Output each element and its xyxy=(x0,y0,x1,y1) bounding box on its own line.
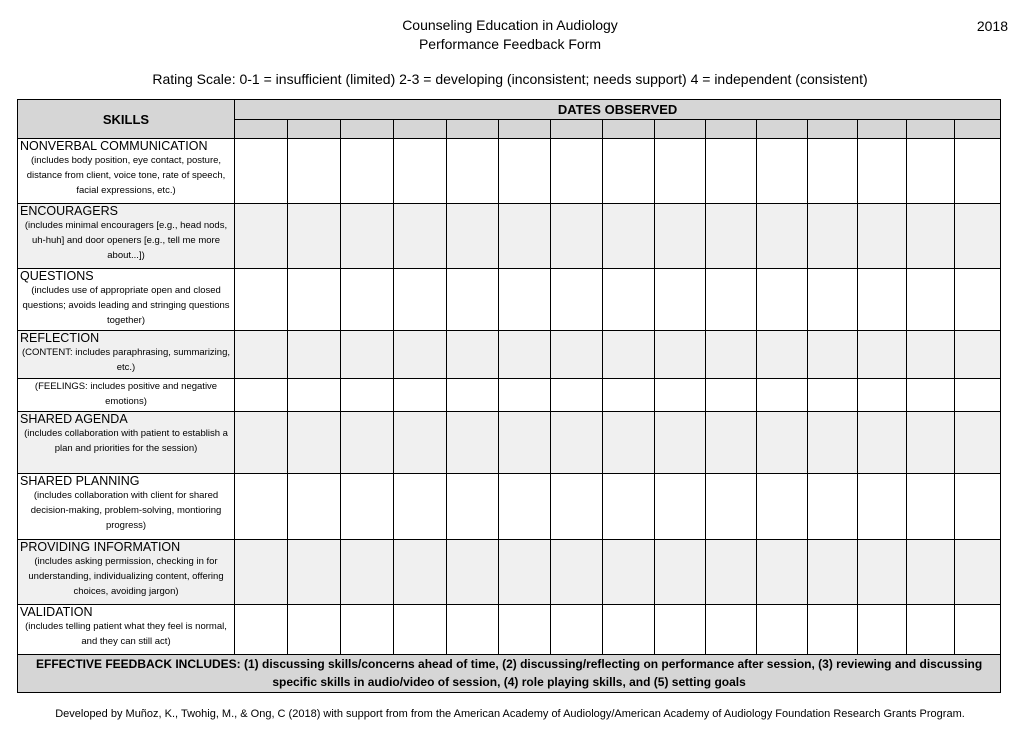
skill-name: NONVERBAL COMMUNICATION xyxy=(20,139,208,153)
rating-cell[interactable] xyxy=(394,605,447,655)
rating-cell[interactable] xyxy=(551,379,603,412)
rating-cell[interactable] xyxy=(655,474,706,540)
date-cell[interactable] xyxy=(235,120,288,139)
rating-cell[interactable] xyxy=(394,204,447,269)
skill-cell xyxy=(18,605,235,655)
rating-cell[interactable] xyxy=(757,540,808,605)
date-cell[interactable] xyxy=(706,120,757,139)
skill-description: (includes body position, eye contact, posture, distance from client, voice tone, rate of speech, facial expressions, etc.) xyxy=(26,155,226,197)
rating-cell[interactable] xyxy=(655,540,706,605)
rating-cell[interactable] xyxy=(757,474,808,540)
rating-cell[interactable] xyxy=(706,204,757,269)
rating-cell[interactable] xyxy=(499,269,551,331)
rating-cell[interactable] xyxy=(655,331,706,379)
rating-cell[interactable] xyxy=(341,540,394,605)
date-cell[interactable] xyxy=(858,120,907,139)
skill-row xyxy=(18,474,1001,540)
date-cell[interactable] xyxy=(655,120,706,139)
rating-cell[interactable] xyxy=(603,412,655,474)
rating-cell[interactable] xyxy=(858,269,907,331)
rating-cell[interactable] xyxy=(551,331,603,379)
rating-cell[interactable] xyxy=(394,540,447,605)
skill-row xyxy=(18,269,1001,331)
skill-description: (includes asking permission, checking in for understanding, individualizing content, offering choices, avoiding jargon) xyxy=(28,556,224,598)
skill-cell xyxy=(18,331,235,379)
rating-cell[interactable] xyxy=(603,269,655,331)
rating-cell[interactable] xyxy=(955,540,1001,605)
rating-cell[interactable] xyxy=(706,540,757,605)
rating-cell[interactable] xyxy=(341,139,394,204)
rating-cell[interactable] xyxy=(499,605,551,655)
skill-name: ENCOURAGERS xyxy=(20,204,118,218)
rating-cell[interactable] xyxy=(551,412,603,474)
rating-cell[interactable] xyxy=(341,379,394,412)
skill-cell xyxy=(18,412,235,474)
rating-cell[interactable] xyxy=(235,412,288,474)
rating-cell[interactable] xyxy=(341,269,394,331)
rating-cell[interactable] xyxy=(603,204,655,269)
rating-cell[interactable] xyxy=(858,474,907,540)
rating-cell[interactable] xyxy=(955,605,1001,655)
rating-cell[interactable] xyxy=(757,139,808,204)
skill-name: VALIDATION xyxy=(20,605,93,619)
skill-description: (includes minimal encouragers [e.g., head nods, uh-huh] and door openers [e.g., tell me more about...]) xyxy=(24,220,228,262)
rating-cell[interactable] xyxy=(447,474,499,540)
rating-cell[interactable] xyxy=(858,204,907,269)
date-cell[interactable] xyxy=(808,120,858,139)
rating-cell[interactable] xyxy=(655,605,706,655)
rating-cell[interactable] xyxy=(499,412,551,474)
rating-cell[interactable] xyxy=(394,379,447,412)
rating-cell[interactable] xyxy=(808,474,858,540)
rating-cell[interactable] xyxy=(808,139,858,204)
rating-cell[interactable] xyxy=(858,412,907,474)
rating-cell[interactable] xyxy=(499,474,551,540)
skill-name: REFLECTION xyxy=(20,331,100,345)
rating-cell[interactable] xyxy=(341,605,394,655)
skill-row xyxy=(18,412,1001,474)
date-cell[interactable] xyxy=(603,120,655,139)
rating-cell[interactable] xyxy=(341,331,394,379)
rating-cell[interactable] xyxy=(858,139,907,204)
date-cell[interactable] xyxy=(499,120,551,139)
rating-cell[interactable] xyxy=(235,331,288,379)
rating-cell[interactable] xyxy=(808,540,858,605)
rating-cell[interactable] xyxy=(757,331,808,379)
skill-cell xyxy=(18,139,235,204)
skill-description: (includes telling patient what they feel is normal, and they can still act) xyxy=(25,621,227,648)
form-year: 2018 xyxy=(976,18,1008,34)
rating-cell[interactable] xyxy=(447,331,499,379)
rating-cell[interactable] xyxy=(551,269,603,331)
skill-description: (FEELINGS: includes positive and negative emotions) xyxy=(34,381,218,408)
rating-cell[interactable] xyxy=(341,412,394,474)
rating-cell[interactable] xyxy=(706,379,757,412)
rating-cell[interactable] xyxy=(341,474,394,540)
rating-cell[interactable] xyxy=(858,379,907,412)
rating-cell[interactable] xyxy=(447,605,499,655)
skill-description: (includes collaboration with client for shared decision-making, problem-solving, montioring progress) xyxy=(30,490,222,532)
rating-cell[interactable] xyxy=(288,605,341,655)
rating-cell[interactable] xyxy=(907,331,955,379)
date-cell[interactable] xyxy=(447,120,499,139)
rating-cell[interactable] xyxy=(288,331,341,379)
rating-cell[interactable] xyxy=(603,474,655,540)
rating-cell[interactable] xyxy=(858,540,907,605)
rating-cell[interactable] xyxy=(808,331,858,379)
rating-cell[interactable] xyxy=(447,139,499,204)
rating-cell[interactable] xyxy=(757,605,808,655)
rating-cell[interactable] xyxy=(706,269,757,331)
rating-cell[interactable] xyxy=(447,412,499,474)
rating-cell[interactable] xyxy=(706,474,757,540)
rating-cell[interactable] xyxy=(394,331,447,379)
skill-row xyxy=(18,204,1001,269)
rating-cell[interactable] xyxy=(603,139,655,204)
rating-cell[interactable] xyxy=(655,412,706,474)
rating-cell[interactable] xyxy=(288,412,341,474)
rating-cell[interactable] xyxy=(907,204,955,269)
rating-cell[interactable] xyxy=(235,605,288,655)
rating-cell[interactable] xyxy=(757,379,808,412)
skill-row xyxy=(18,331,1001,379)
rating-scale: Rating Scale: 0-1 = insufficient (limited) 2-3 = developing (inconsistent; needs support) 4 = independent (consistent) xyxy=(152,71,868,87)
rating-cell[interactable] xyxy=(551,204,603,269)
rating-cell[interactable] xyxy=(907,540,955,605)
rating-cell[interactable] xyxy=(757,204,808,269)
rating-cell[interactable] xyxy=(394,474,447,540)
rating-cell[interactable] xyxy=(394,139,447,204)
rating-cell[interactable] xyxy=(499,540,551,605)
rating-cell[interactable] xyxy=(955,474,1001,540)
feedback-footer: EFFECTIVE FEEDBACK INCLUDES: (1) discussing skills/concerns ahead of time, (2) discussing/reflecting on performance after session, (3) reviewing and discussing specific skills in audio/video of session, (4) role playing skills, and (5) setting goals xyxy=(18,655,1001,693)
rating-cell[interactable] xyxy=(288,269,341,331)
rating-cell[interactable] xyxy=(288,474,341,540)
rating-cell[interactable] xyxy=(706,605,757,655)
rating-cell[interactable] xyxy=(551,139,603,204)
skill-cell xyxy=(18,204,235,269)
rating-cell[interactable] xyxy=(955,412,1001,474)
rating-cell[interactable] xyxy=(858,605,907,655)
rating-cell[interactable] xyxy=(288,540,341,605)
rating-cell[interactable] xyxy=(447,269,499,331)
rating-cell[interactable] xyxy=(551,605,603,655)
rating-cell[interactable] xyxy=(955,331,1001,379)
date-cell[interactable] xyxy=(955,120,1001,139)
rating-cell[interactable] xyxy=(907,474,955,540)
rating-cell[interactable] xyxy=(235,139,288,204)
rating-cell[interactable] xyxy=(235,379,288,412)
rating-cell[interactable] xyxy=(955,379,1001,412)
rating-cell[interactable] xyxy=(757,269,808,331)
rating-cell[interactable] xyxy=(655,379,706,412)
form-title xyxy=(0,16,1020,54)
skill-cell xyxy=(18,474,235,540)
rating-cell[interactable] xyxy=(858,331,907,379)
rating-cell[interactable] xyxy=(907,605,955,655)
rating-cell[interactable] xyxy=(603,540,655,605)
skill-cell xyxy=(18,379,235,412)
rating-cell[interactable] xyxy=(499,204,551,269)
rating-cell[interactable] xyxy=(447,540,499,605)
rating-cell[interactable] xyxy=(235,540,288,605)
rating-cell[interactable] xyxy=(447,379,499,412)
date-cell[interactable] xyxy=(341,120,394,139)
rating-cell[interactable] xyxy=(603,331,655,379)
rating-cell[interactable] xyxy=(706,139,757,204)
rating-cell[interactable] xyxy=(907,269,955,331)
rating-cell[interactable] xyxy=(706,331,757,379)
rating-cell[interactable] xyxy=(955,269,1001,331)
rating-cell[interactable] xyxy=(907,139,955,204)
skill-cell xyxy=(18,269,235,331)
rating-cell[interactable] xyxy=(955,139,1001,204)
rating-cell[interactable] xyxy=(655,139,706,204)
rating-cell[interactable] xyxy=(907,379,955,412)
rating-cell[interactable] xyxy=(551,474,603,540)
rating-cell[interactable] xyxy=(655,269,706,331)
rating-cell[interactable] xyxy=(447,204,499,269)
rating-cell[interactable] xyxy=(706,412,757,474)
credit-line: Developed by Muñoz, K., Twohig, M., & Ong, C (2018) with support from from the American Academy of Audiology/American Academy of Audiology Foundation Research Grants Program. xyxy=(55,708,965,720)
rating-cell[interactable] xyxy=(394,412,447,474)
rating-cell[interactable] xyxy=(907,412,955,474)
feedback-table xyxy=(17,99,1001,693)
skill-name: QUESTIONS xyxy=(20,269,94,283)
rating-cell[interactable] xyxy=(288,204,341,269)
skill-name: SHARED PLANNING xyxy=(20,474,140,488)
rating-cell[interactable] xyxy=(499,379,551,412)
rating-cell[interactable] xyxy=(603,379,655,412)
rating-cell[interactable] xyxy=(808,412,858,474)
skill-row xyxy=(18,605,1001,655)
skill-row xyxy=(18,139,1001,204)
date-cell[interactable] xyxy=(907,120,955,139)
rating-cell[interactable] xyxy=(808,269,858,331)
rating-cell[interactable] xyxy=(235,474,288,540)
skill-name: SHARED AGENDA xyxy=(20,412,128,426)
rating-cell[interactable] xyxy=(499,331,551,379)
skill-row xyxy=(18,379,1001,412)
rating-cell[interactable] xyxy=(288,139,341,204)
rating-cell[interactable] xyxy=(499,139,551,204)
rating-cell[interactable] xyxy=(288,379,341,412)
dates-observed-header: DATES OBSERVED xyxy=(235,100,1001,120)
rating-cell[interactable] xyxy=(235,204,288,269)
skill-name: PROVIDING INFORMATION xyxy=(20,540,181,554)
rating-cell[interactable] xyxy=(235,269,288,331)
title-line-2: Performance Feedback Form xyxy=(418,36,602,52)
rating-cell[interactable] xyxy=(551,540,603,605)
skill-description: (includes use of appropriate open and closed questions; avoids leading and stringing questions together) xyxy=(22,285,230,327)
rating-cell[interactable] xyxy=(808,379,858,412)
rating-cell[interactable] xyxy=(655,204,706,269)
date-cell[interactable] xyxy=(757,120,808,139)
rating-cell[interactable] xyxy=(955,204,1001,269)
skill-cell xyxy=(18,540,235,605)
rating-cell[interactable] xyxy=(808,605,858,655)
date-cell[interactable] xyxy=(551,120,603,139)
date-cell[interactable] xyxy=(288,120,341,139)
date-cell[interactable] xyxy=(394,120,447,139)
rating-cell[interactable] xyxy=(757,412,808,474)
skills-header: SKILLS xyxy=(18,100,235,139)
title-line-1: Counseling Education in Audiology xyxy=(402,17,618,33)
rating-cell[interactable] xyxy=(603,605,655,655)
skill-description: (includes collaboration with patient to establish a plan and priorities for the session) xyxy=(24,428,228,455)
rating-cell[interactable] xyxy=(341,204,394,269)
rating-cell[interactable] xyxy=(808,204,858,269)
skill-description: (CONTENT: includes paraphrasing, summarizing, etc.) xyxy=(21,347,231,374)
rating-cell[interactable] xyxy=(394,269,447,331)
skill-row xyxy=(18,540,1001,605)
